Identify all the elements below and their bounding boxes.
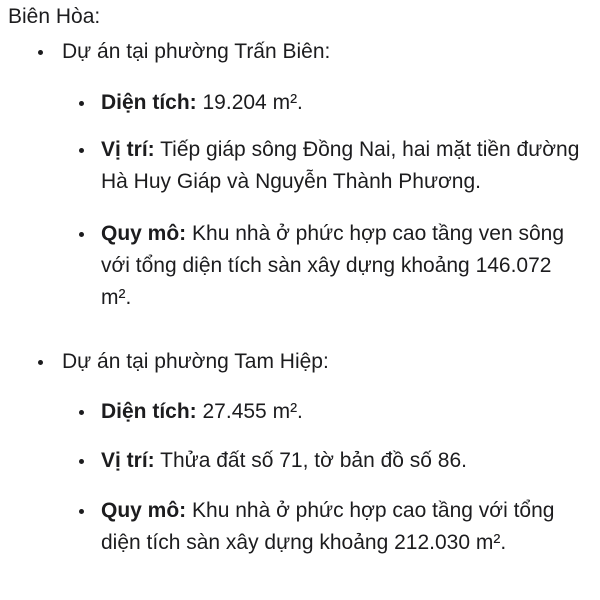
detail-label: Vị trí: bbox=[101, 138, 155, 161]
detail-item-location bbox=[0, 445, 600, 477]
project-title bbox=[0, 36, 600, 68]
detail-text: Thửa đất số 71, tờ bản đồ số 86. bbox=[154, 449, 467, 472]
bullet-icon bbox=[38, 50, 43, 55]
project-details-list bbox=[0, 87, 600, 314]
detail-label: Diện tích: bbox=[101, 91, 197, 114]
detail-text: Tiếp giáp sông Đồng Nai, hai mặt tiền đường Hà Huy Giáp và Nguyễn Thành Phương. bbox=[101, 138, 580, 193]
bullet-icon bbox=[79, 459, 84, 464]
bullet-icon bbox=[79, 410, 84, 415]
detail-item-scale bbox=[0, 218, 600, 314]
detail-label: Vị trí: bbox=[101, 449, 155, 472]
detail-item-location bbox=[0, 134, 600, 198]
project-title bbox=[0, 346, 600, 378]
detail-item-scale bbox=[0, 495, 600, 559]
detail-label: Diện tích: bbox=[101, 400, 197, 423]
project-details-list bbox=[0, 396, 600, 559]
detail-label: Quy mô: bbox=[101, 222, 187, 245]
bullet-icon bbox=[79, 509, 84, 514]
bullet-icon bbox=[79, 101, 84, 106]
bullet-icon bbox=[38, 360, 43, 365]
detail-item-area bbox=[0, 87, 600, 119]
bullet-icon bbox=[79, 148, 84, 153]
project-section-tam-hiep bbox=[0, 346, 600, 559]
bullet-icon bbox=[79, 232, 84, 237]
detail-item-area bbox=[0, 396, 600, 428]
detail-text: 19.204 m². bbox=[196, 91, 303, 114]
intro-heading: Biên Hòa: bbox=[8, 5, 101, 28]
project-title-text: Dự án tại phường Tam Hiệp: bbox=[62, 350, 329, 373]
detail-text: Khu nhà ở phức hợp cao tầng ven sông với tổng diện tích sàn xây dựng khoảng 146.072 m². bbox=[101, 222, 565, 309]
project-section-tran-bien bbox=[0, 36, 600, 314]
detail-text: Khu nhà ở phức hợp cao tầng với tổng diện tích sàn xây dựng khoảng 212.030 m². bbox=[101, 499, 555, 554]
detail-label: Quy mô: bbox=[101, 499, 187, 522]
project-title-text: Dự án tại phường Trấn Biên: bbox=[62, 40, 331, 63]
detail-text: 27.455 m². bbox=[196, 400, 303, 423]
